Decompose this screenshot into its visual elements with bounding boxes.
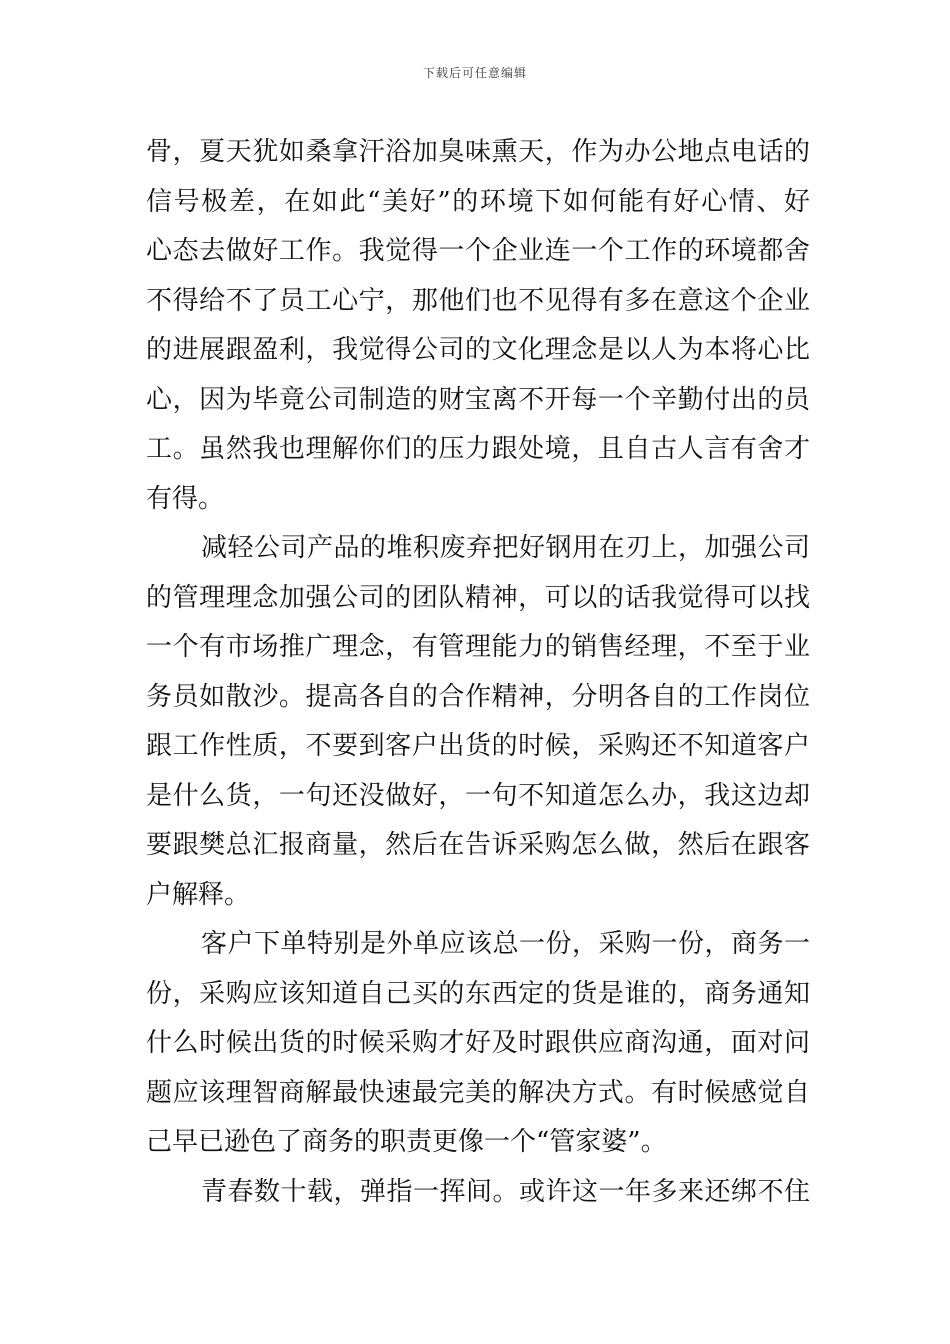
text-line: 心，因为毕竟公司制造的财宝离不开每一个辛勤付出的员 bbox=[146, 384, 810, 415]
text-line: 户解释。 bbox=[146, 879, 251, 910]
text-line: 青春数十载，弹指一挥间。或许这一年多来还绑不住 bbox=[201, 1176, 810, 1207]
text-line: 不得给不了员工心宁，那他们也不见得有多在意这个企业 bbox=[146, 285, 810, 316]
text-line: 心态去做好工作。我觉得一个企业连一个工作的环境都舍 bbox=[146, 236, 810, 266]
text-line: 跟工作性质，不要到客户出货的时候，采购还不知道客户 bbox=[146, 731, 810, 761]
text-line: 有得。 bbox=[146, 483, 225, 514]
paragraph bbox=[146, 920, 810, 1168]
text-line: 份，采购应该知道自己买的东西定的货是谁的，商务通知 bbox=[146, 978, 810, 1009]
text-line: 一个有市场推广理念，有管理能力的销售经理，不至于业 bbox=[146, 632, 810, 662]
paragraph bbox=[146, 128, 810, 524]
paragraph bbox=[146, 524, 810, 920]
document-body bbox=[146, 128, 810, 1217]
text-line: 务员如散沙。提高各自的合作精神，分明各自的工作岗位 bbox=[146, 681, 810, 712]
page-header-note: 下载后可任意编辑 bbox=[422, 66, 527, 80]
text-line: 客户下单特别是外单应该总一份，采购一份，商务一 bbox=[201, 929, 810, 959]
text-line: 是什么货，一句还没做好，一句不知道怎么办，我这边却 bbox=[146, 780, 810, 811]
text-line: 工。虽然我也理解你们的压力跟处境，且自古人言有舍才 bbox=[146, 434, 810, 464]
text-line: 减轻公司产品的堆积废弃把好钢用在刃上，加强公司 bbox=[201, 533, 810, 563]
text-line: 的管理理念加强公司的团队精神，可以的话我觉得可以找 bbox=[146, 582, 810, 613]
text-line: 题应该理智商解最快速最完美的解决方式。有时候感觉自 bbox=[146, 1077, 810, 1108]
paragraph bbox=[146, 1168, 810, 1218]
text-line: 要跟樊总汇报商量，然后在告诉采购怎么做，然后在跟客 bbox=[146, 830, 810, 860]
text-line: 信号极差，在如此“美好”的环境下如何能有好心情、好 bbox=[146, 186, 810, 217]
text-line: 骨，夏天犹如桑拿汗浴加臭味熏天，作为办公地点电话的 bbox=[146, 137, 810, 167]
text-line: 什么时候出货的时候采购才好及时跟供应商沟通，面对问 bbox=[146, 1028, 810, 1058]
text-line: 的进展跟盈利，我觉得公司的文化理念是以人为本将心比 bbox=[146, 335, 810, 365]
text-line: 己早已逊色了商务的职责更像一个“管家婆”。 bbox=[146, 1127, 667, 1157]
